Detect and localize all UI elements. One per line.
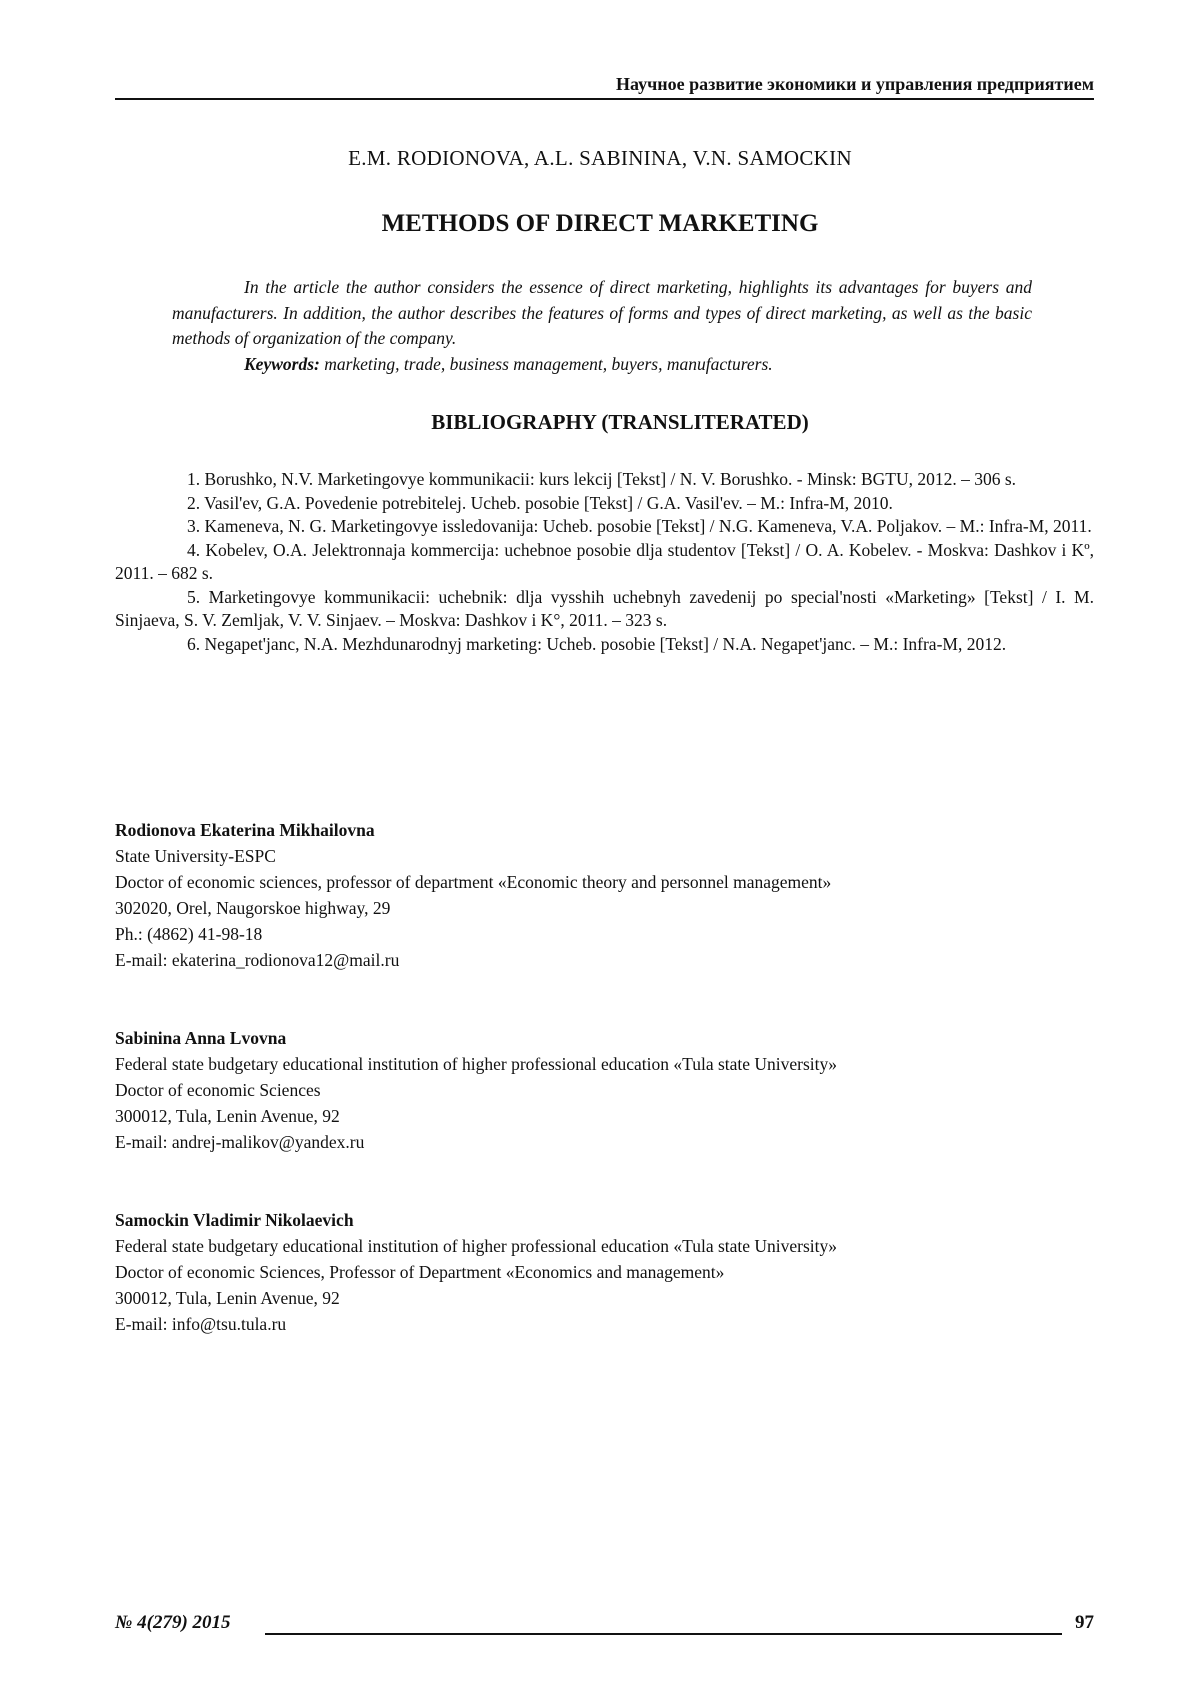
- running-header: [115, 70, 1094, 100]
- author-info-rodionova: [115, 817, 1094, 973]
- issue-number: № 4(279) 2015: [115, 1612, 231, 1634]
- author-info-samockin: [115, 1207, 1094, 1337]
- author-email: E-mail: ekaterina_rodionova12@mail.ru: [115, 947, 1094, 973]
- bibliography-heading: BIBLIOGRAPHY (TRANSLITERATED): [0, 410, 1200, 435]
- author-name: Sabinina Anna Lvovna: [115, 1025, 1094, 1051]
- bibliography-item: 3. Kameneva, N. G. Marketingovye issledovanija: Ucheb. posobie [Tekst] / N.G. Kameneva, V.A. Poljakov. – M.: Infra-M, 2011.: [115, 515, 1094, 539]
- keywords-label: Keywords:: [244, 354, 320, 374]
- author-affiliation: State University-ESPC: [115, 843, 1094, 869]
- running-footer: [115, 1612, 1094, 1638]
- author-position: Doctor of economic Sciences, Professor of Department «Economics and management»: [115, 1259, 1094, 1285]
- keywords: [172, 352, 1032, 378]
- author-email: E-mail: andrej-malikov@yandex.ru: [115, 1129, 1094, 1155]
- author-name: Rodionova Ekaterina Mikhailovna: [115, 817, 1094, 843]
- author-address: 300012, Tula, Lenin Avenue, 92: [115, 1103, 1094, 1129]
- footer-rule: [265, 1633, 1062, 1635]
- author-phone: Ph.: (4862) 41-98-18: [115, 921, 1094, 947]
- bibliography-item: 2. Vasil'ev, G.A. Povedenie potrebitelej. Ucheb. posobie [Tekst] / G.A. Vasil'ev. – M.: Infra-M, 2010.: [115, 492, 1094, 516]
- abstract-text: In the article the author considers the essence of direct marketing, highlights its advantages for buyers and manufacturers. In addition, the author describes the features of forms and types of direct marketing, as well as the basic methods of organization of the company.: [172, 275, 1032, 352]
- author-position: Doctor of economic Sciences: [115, 1077, 1094, 1103]
- page-number: 97: [1075, 1612, 1094, 1634]
- author-name: Samockin Vladimir Nikolaevich: [115, 1207, 1094, 1233]
- keywords-text: marketing, trade, business management, buyers, manufacturers.: [320, 354, 773, 374]
- article-authors: E.M. RODIONOVA, A.L. SABININA, V.N. SAMOCKIN: [0, 146, 1200, 171]
- article-title: METHODS OF DIRECT MARKETING: [0, 210, 1200, 238]
- author-affiliation: Federal state budgetary educational institution of higher professional education «Tula state University»: [115, 1233, 1094, 1259]
- bibliography-item: 5. Marketingovye kommunikacii: uchebnik: dlja vysshih uchebnyh zavedenij po special'nosti «Marketing» [Tekst] / I. M. Sinjaeva, S. V. Zemljak, V. V. Sinjaev. – Moskva: Dashkov i K°, 2011. – 323 s.: [115, 586, 1094, 633]
- bibliography-list: [115, 468, 1094, 656]
- journal-title: Научное развитие экономики и управления предприятием: [616, 74, 1094, 95]
- bibliography-item: 4. Kobelev, O.A. Jelektronnaja kommercija: uchebnoe posobie dlja studentov [Tekst] / O. A. Kobelev. - Moskva: Dashkov i Kº, 2011. – 682 s.: [115, 539, 1094, 586]
- author-info-sabinina: [115, 1025, 1094, 1155]
- author-position: Doctor of economic sciences, professor of department «Economic theory and personnel management»: [115, 869, 1094, 895]
- journal-page: [0, 0, 1200, 1697]
- abstract: [172, 275, 1032, 377]
- author-email: E-mail: info@tsu.tula.ru: [115, 1311, 1094, 1337]
- author-address: 300012, Tula, Lenin Avenue, 92: [115, 1285, 1094, 1311]
- author-affiliation: Federal state budgetary educational institution of higher professional education «Tula state University»: [115, 1051, 1094, 1077]
- bibliography-item: 6. Negapet'janc, N.A. Mezhdunarodnyj marketing: Ucheb. posobie [Tekst] / N.A. Negapet'janc. – M.: Infra-M, 2012.: [115, 633, 1094, 657]
- bibliography-item: 1. Borushko, N.V. Marketingovye kommunikacii: kurs lekcij [Tekst] / N. V. Borushko. - Minsk: BGTU, 2012. – 306 s.: [115, 468, 1094, 492]
- author-address: 302020, Orel, Naugorskoe highway, 29: [115, 895, 1094, 921]
